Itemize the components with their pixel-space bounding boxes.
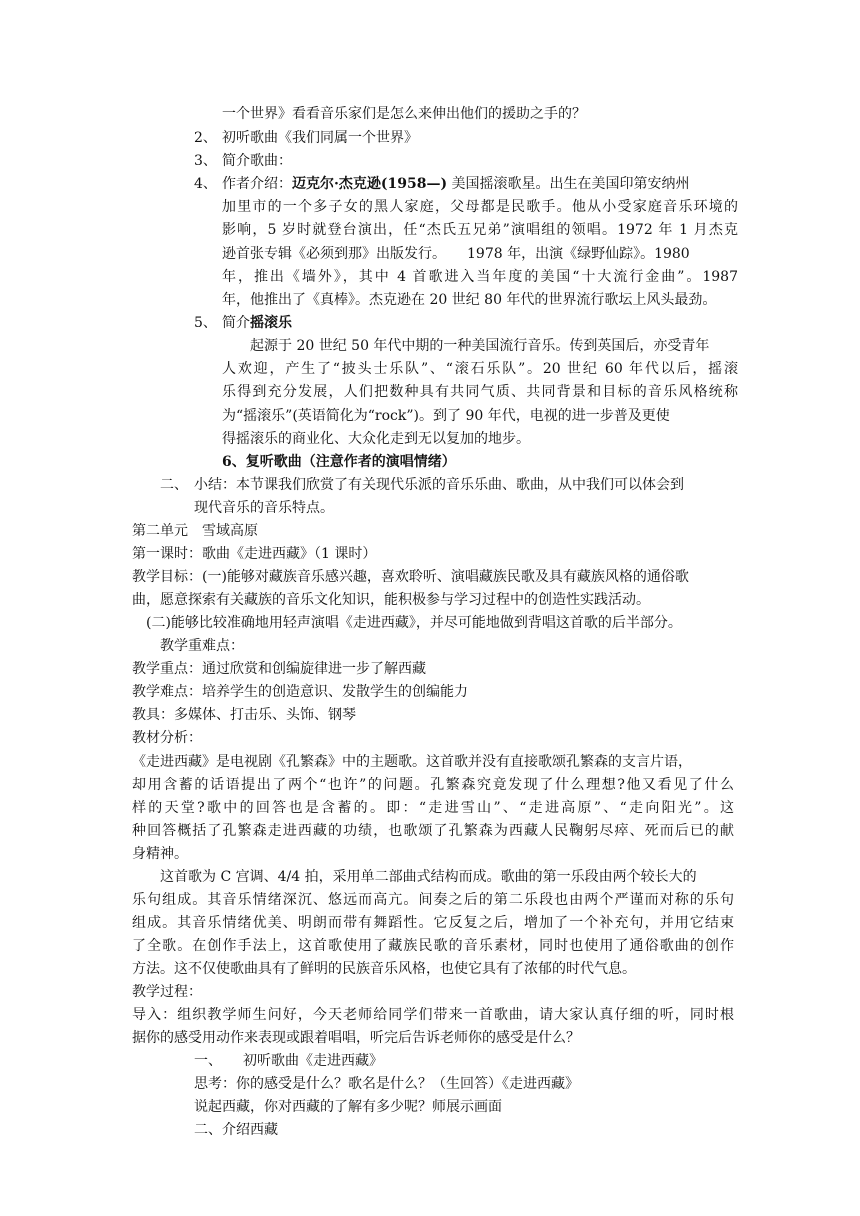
text-line: 二、介绍西藏 (194, 1122, 278, 1138)
text-line: 教学难点：培养学生的创造意识、发散学生的创编能力 (132, 684, 468, 700)
text-line: 一、 初听歌曲《走进西藏》 (194, 1053, 383, 1069)
text-line: 一个世界》看看音乐家们是怎么来伸出他们的援助之手的？ (222, 106, 586, 122)
list-number: 3、 (194, 153, 217, 169)
text-line: 为“摇滚乐”(英语简化为“rock”)。到了 90 年代，电视的进一步普及更使 (222, 408, 670, 424)
text-line: 身精神。 (132, 846, 188, 862)
text-line: 6、复听歌曲（注意作者的演唱情绪） (222, 454, 456, 470)
text-line: 乐得到充分发展，人们把数种具有共同气质、共同背景和目标的音乐风格统称 (222, 384, 738, 400)
author-intro-label: 作者介绍： (222, 176, 292, 192)
text-line: 样的天堂?歌中的回答也是含蓄的。即：“走进雪山”、“走进高原”、“走向阳光”。这 (132, 800, 734, 816)
text-line: 组成。其音乐情绪优美、明朗而带有舞蹈性。它反复之后，增加了一个补充句，并用它结束 (132, 915, 734, 931)
text-line: 得摇滚乐的商业化、大众化走到无以复加的地步。 (222, 431, 530, 447)
list-number: 4、 (194, 176, 217, 192)
text-line: 影响，5 岁时就登台演出，任“杰氏五兄弟”演唱组的领唱。1972 年 1 月杰克 (222, 222, 738, 238)
text-line: 现代音乐的音乐特点。 (194, 500, 334, 516)
text-line: 说起西藏，你对西藏的了解有多少呢？师展示画面 (194, 1099, 502, 1115)
text-line: 教学重点：通过欣赏和创编旋律进一步了解西藏 (132, 661, 426, 677)
text-line: 教学目标：(一)能够对藏族音乐感兴趣，喜欢聆听、演唱藏族民歌及具有藏族风格的通俗歌 (132, 569, 689, 585)
text-line: 曲，愿意探索有关藏族的音乐文化知识，能积极参与学习过程中的创造性实践活动。 (132, 592, 650, 608)
text-line: 种回答概括了孔繁森走进西藏的功绩，也歌颂了孔繁森为西藏人民鞠躬尽瘁、死而后已的献 (132, 823, 734, 839)
rock-term: 摇滚乐 (250, 315, 292, 331)
list-number: 2、 (194, 130, 217, 146)
text-line: 这首歌为 C 宫调、4/4 拍，采用单二部曲式结构而成。歌曲的第一乐段由两个较长大的 (160, 869, 697, 885)
text-line: 简介歌曲： (222, 153, 292, 169)
text-line: 教材分析： (132, 730, 202, 746)
text-line: 教学重难点： (160, 638, 244, 654)
text-line: 初听歌曲《我们同属一个世界》 (222, 130, 418, 146)
text-line: 人欢迎，产生了“披头士乐队”、“滚石乐队”。20 世纪 60 年代以后，摇滚 (222, 361, 738, 377)
author-name: 迈克尔·杰克逊(1958—) (292, 176, 448, 192)
text-line: 小结：本节课我们欣赏了有关现代乐派的音乐乐曲、歌曲，从中我们可以体会到 (194, 477, 684, 493)
text-line: 教学过程： (132, 984, 202, 1000)
text-line: 却用含蓄的话语提出了两个“也许”的问题。孔繁森究竟发现了什么理想?他又看见了什么 (132, 777, 734, 793)
text-line: 年，他推出了《真棒》。杰克逊在 20 世纪 80 年代的世界流行歌坛上风头最劲。 (222, 292, 717, 308)
text-line: 教具：多媒体、打击乐、头饰、钢琴 (132, 707, 356, 723)
text-line: 导入：组织教学师生问好，今天老师给同学们带来一首歌曲，请大家认真仔细的听，同时根 (132, 1007, 734, 1023)
text-line: (二)能够比较准确地用轻声演唱《走进西藏》，并尽可能地做到背唱这首歌的后半部分。 (146, 615, 682, 631)
list-number: 二、 (160, 477, 188, 493)
text-line: 乐句组成。其音乐情绪深沉、悠远而高亢。间奏之后的第二乐段也由两个严谨而对称的乐句 (132, 892, 734, 908)
list-number: 5、 (194, 315, 217, 331)
text-line: 了全歌。在创作手法上，这首歌使用了藏族民歌的音乐素材，同时也使用了通俗歌曲的创作 (132, 938, 734, 954)
lesson-title: 第一课时：歌曲《走进西藏》（1 课时） (132, 546, 377, 562)
text-line: 起源于 20 世纪 50 年代中期的一种美国流行音乐。传到英国后，亦受青年 (250, 338, 710, 354)
text-line: 方法。这不仅使歌曲具有了鲜明的民族音乐风格，也使它具有了浓郁的时代气息。 (132, 961, 636, 977)
text-line: 逊首张专辑《必须到那》出版发行。 1978 年，出演《绿野仙踪》。1980 (222, 246, 690, 262)
text-line: 加里市的一个多子女的黑人家庭，父母都是民歌手。他从小受家庭音乐环境的 (222, 199, 738, 215)
intro-label: 简介 (222, 315, 250, 331)
text-line: 思考：你的感受是什么？歌名是什么？（生回答）《走进西藏》 (194, 1076, 579, 1092)
text-line: 据你的感受用动作来表现或跟着唱唱，听完后告诉老师你的感受是什么？ (132, 1030, 580, 1046)
text-line: 年，推出《墙外》，其中 4 首歌进入当年度的美国“十大流行金曲”。1987 (222, 269, 738, 285)
unit-title: 第二单元 雪域高原 (132, 523, 258, 539)
text-line (222, 173, 690, 195)
text-line (222, 312, 292, 334)
text-line: 《走进西藏》是电视剧《孔繁森》中的主题歌。这首歌并没有直接歌颂孔繁森的支言片语， (132, 754, 692, 770)
author-intro-text: 美国摇滚歌星。出生在美国印第安纳州 (447, 176, 690, 192)
